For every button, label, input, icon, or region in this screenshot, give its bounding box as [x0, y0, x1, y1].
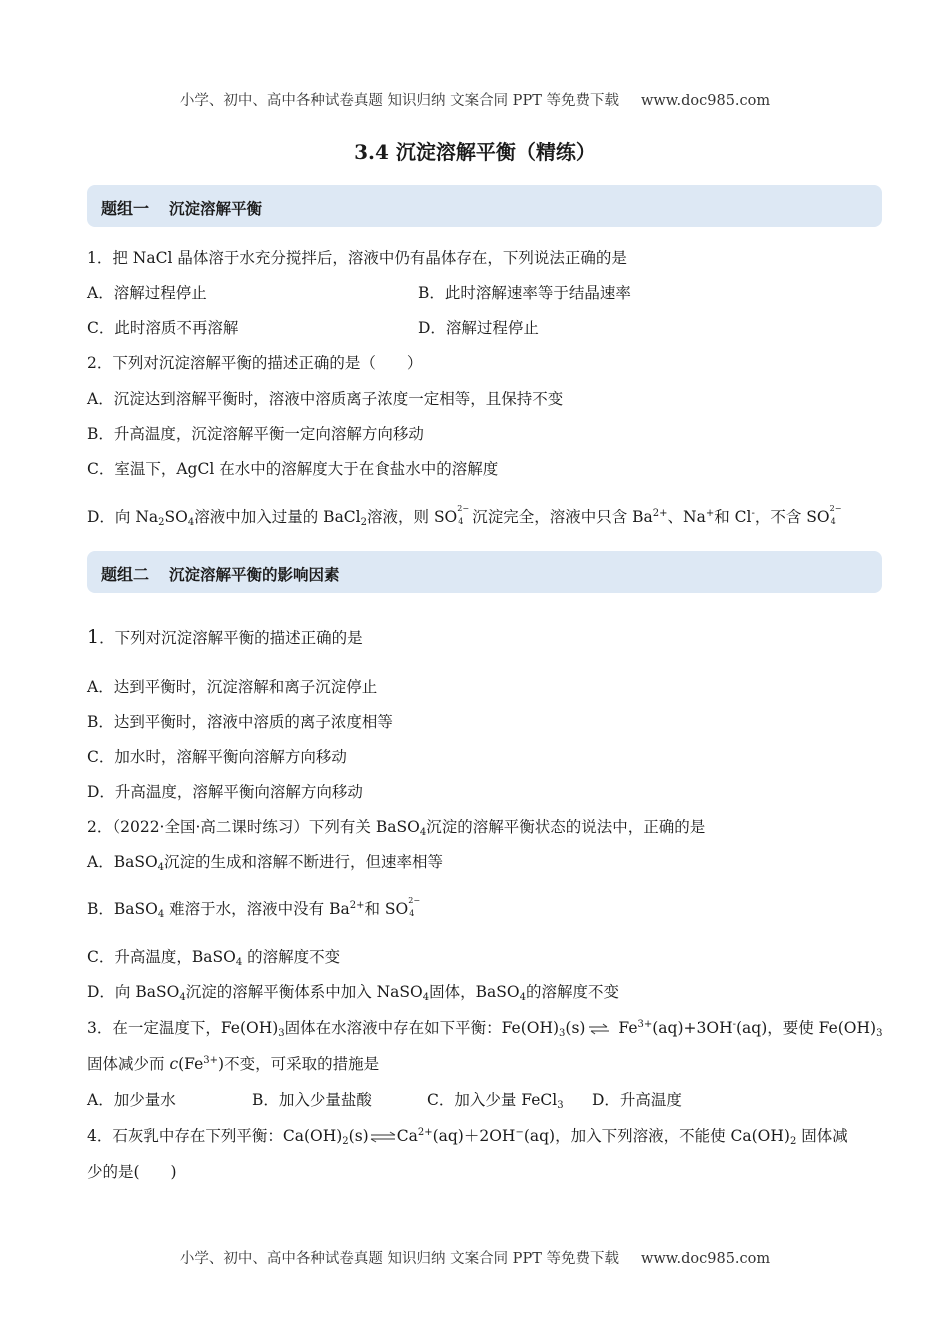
group-banner-2	[87, 551, 882, 593]
option-b[interactable]: B．此时溶解速率等于结晶速率	[418, 284, 631, 302]
option-c[interactable]: C．此时溶质不再溶解	[87, 319, 239, 337]
option-b[interactable]: B．BaSO$_4$ 难溶于水，溶液中没有 $Ba^{2+}$和 SO 2− 4	[87, 896, 421, 920]
question-stem: 1．下列对沉淀溶解平衡的描述正确的是	[87, 626, 363, 648]
equilibrium-arrow-icon	[369, 1131, 397, 1143]
question-stem: 4．石灰乳中存在下列平衡：$Ca(OH)_2(s)$ $Ca^{2+}(aq)+2OH^-(aq)$，加入下列溶液，不能使 $Ca(OH)_2$ 固体减	[87, 1127, 848, 1147]
question-stem-cont: 固体减少而 $c(Fe^{3+})$不变，可采取的措施是	[87, 1055, 380, 1073]
option-d[interactable]: D．向 $Na_2SO_4$溶液中加入过量的 BaCl$_2$溶液，则 SO 2− 4 沉淀完全，溶液中只含 $Ba^{2+}$、Na+和 Cl-，不含 SO 2− 4	[87, 504, 842, 528]
sulfate-ion-label: 2− 4	[829, 504, 842, 526]
group-banner-1	[87, 185, 882, 227]
sulfate-ion-label: 2− 4	[457, 504, 470, 526]
group-label: 题组二	[101, 565, 150, 584]
question-stem: 2．下列对沉淀溶解平衡的描述正确的是（ ）	[87, 354, 423, 372]
header-url[interactable]: www.doc985.com	[640, 93, 771, 109]
option-b[interactable]: B．升高温度，沉淀溶解平衡一定向溶解方向移动	[87, 425, 424, 443]
page-title: 3.4 沉淀溶解平衡（精练）	[354, 140, 596, 164]
option-a[interactable]: A．达到平衡时，沉淀溶解和离子沉淀停止	[87, 678, 378, 696]
page-footer	[0, 1247, 950, 1268]
question-stem: 3．在一定温度下，$Fe(OH)_3$固体在水溶液中存在如下平衡：$Fe(OH)_3(s)$ $Fe^{3+}(aq)+3OH^-(aq)$，要使 $Fe(OH)_3$	[87, 1019, 883, 1039]
option-d[interactable]: D．升高温度	[592, 1091, 682, 1109]
group-label: 题组一	[101, 199, 150, 218]
header-text: 小学、初中、高中各种试卷真题 知识归纳 文案合同 PPT 等免费下载	[179, 93, 619, 109]
option-c[interactable]: C．室温下，AgCl 在水中的溶解度大于在食盐水中的溶解度	[87, 460, 499, 478]
question-stem: 1．把 NaCl 晶体溶于水充分搅拌后，溶液中仍有晶体存在，下列说法正确的是	[87, 249, 627, 267]
option-a[interactable]: A．加少量水	[87, 1091, 176, 1109]
option-d[interactable]: D．溶解过程停止	[418, 319, 539, 337]
options-row	[87, 1090, 682, 1110]
sulfate-ion-label: 2− 4	[408, 896, 421, 918]
option-a[interactable]: A．溶解过程停止	[87, 284, 207, 302]
footer-text: 小学、初中、高中各种试卷真题 知识归纳 文案合同 PPT 等免费下载	[179, 1251, 619, 1267]
option-d[interactable]: D．升高温度，溶解平衡向溶解方向移动	[87, 783, 363, 801]
option-c[interactable]: C．加入少量 FeCl$_3$	[427, 1091, 564, 1111]
option-c[interactable]: C．升高温度，BaSO$_4$ 的溶解度不变	[87, 948, 341, 968]
question-stem: 2．（2022·全国·高二课时练习）下列有关 BaSO$_4$沉淀的溶解平衡状态的说法中，正确的是	[87, 818, 706, 838]
option-a[interactable]: A．沉淀达到溶解平衡时，溶液中溶质离子浓度一定相等，且保持不变	[87, 390, 564, 408]
group-title: 沉淀溶解平衡的影响因素	[169, 565, 340, 584]
option-d[interactable]: D．向 BaSO$_4$沉淀的溶解平衡体系中加入 NaSO$_4$固体，BaSO$_4$的溶解度不变	[87, 983, 619, 1003]
equilibrium-arrow-icon	[585, 1023, 613, 1035]
option-a[interactable]: A．BaSO$_4$沉淀的生成和溶解不断进行，但速率相等	[87, 853, 444, 873]
footer-url[interactable]: www.doc985.com	[640, 1251, 771, 1267]
option-b[interactable]: B．达到平衡时，溶液中溶质的离子浓度相等	[87, 713, 393, 731]
page-header	[0, 89, 950, 110]
group-title: 沉淀溶解平衡	[169, 199, 263, 218]
option-c[interactable]: C．加水时，溶解平衡向溶解方向移动	[87, 748, 347, 766]
option-b[interactable]: B．加入少量盐酸	[252, 1091, 372, 1109]
question-stem-cont: 少的是( )	[87, 1163, 177, 1181]
